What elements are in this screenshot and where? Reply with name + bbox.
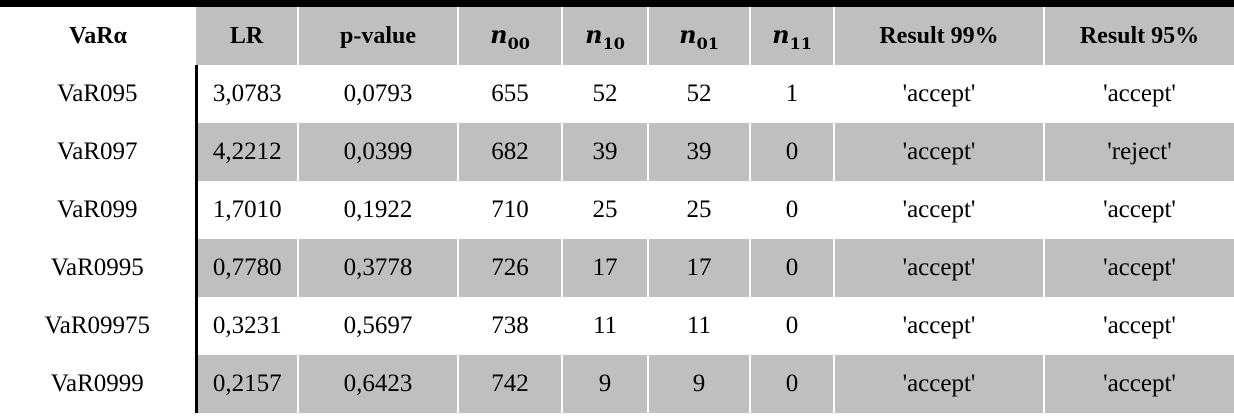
cell-n11: 0 xyxy=(750,355,834,413)
table-row xyxy=(0,123,1234,181)
cell-n01: 25 xyxy=(648,181,750,239)
cell-result-99: 'accept' xyxy=(834,181,1044,239)
cell-n00: 742 xyxy=(458,355,562,413)
header-pvalue: p-value xyxy=(298,7,458,65)
header-n10-base: n xyxy=(585,19,603,49)
cell-n01: 17 xyxy=(648,239,750,297)
cell-var: VaR095 xyxy=(0,65,196,123)
header-lr: LR xyxy=(196,7,298,65)
cell-n10: 39 xyxy=(562,123,648,181)
cell-result-99: 'accept' xyxy=(834,355,1044,413)
backtest-table xyxy=(0,7,1234,413)
table-row xyxy=(0,355,1234,413)
table-row xyxy=(0,239,1234,297)
cell-n00: 655 xyxy=(458,65,562,123)
cell-n01: 11 xyxy=(648,297,750,355)
header-n00-sub: 00 xyxy=(507,33,530,53)
cell-pvalue: 0,1922 xyxy=(298,181,458,239)
cell-result-99: 'accept' xyxy=(834,239,1044,297)
cell-result-95: 'reject' xyxy=(1044,123,1234,181)
cell-result-95: 'accept' xyxy=(1044,181,1234,239)
cell-n01: 39 xyxy=(648,123,750,181)
cell-result-95: 'accept' xyxy=(1044,65,1234,123)
header-n01-base: n xyxy=(679,19,697,49)
cell-n10: 11 xyxy=(562,297,648,355)
cell-n11: 1 xyxy=(750,65,834,123)
cell-n00: 738 xyxy=(458,297,562,355)
header-result-99: Result 99% xyxy=(834,7,1044,65)
cell-n00: 710 xyxy=(458,181,562,239)
table-top-rule xyxy=(0,0,1234,7)
cell-var: VaR0999 xyxy=(0,355,196,413)
cell-pvalue: 0,5697 xyxy=(298,297,458,355)
cell-pvalue: 0,3778 xyxy=(298,239,458,297)
table-row xyxy=(0,181,1234,239)
header-n01 xyxy=(648,7,750,65)
cell-n00: 682 xyxy=(458,123,562,181)
header-var: VaRα xyxy=(0,7,196,65)
cell-n11: 0 xyxy=(750,297,834,355)
cell-n10: 9 xyxy=(562,355,648,413)
cell-n00: 726 xyxy=(458,239,562,297)
header-n11-sub: 11 xyxy=(789,33,812,53)
cell-n01: 52 xyxy=(648,65,750,123)
cell-n11: 0 xyxy=(750,181,834,239)
header-n11-base: n xyxy=(772,19,790,49)
table-row xyxy=(0,297,1234,355)
cell-var: VaR09975 xyxy=(0,297,196,355)
cell-pvalue: 0,0793 xyxy=(298,65,458,123)
header-n10-sub: 10 xyxy=(602,33,625,53)
header-result-95: Result 95% xyxy=(1044,7,1234,65)
cell-lr: 0,7780 xyxy=(196,239,298,297)
header-n10 xyxy=(562,7,648,65)
cell-var: VaR097 xyxy=(0,123,196,181)
cell-lr: 3,0783 xyxy=(196,65,298,123)
header-n11 xyxy=(750,7,834,65)
header-n00-base: n xyxy=(490,19,508,49)
header-n00 xyxy=(458,7,562,65)
cell-lr: 0,2157 xyxy=(196,355,298,413)
cell-result-95: 'accept' xyxy=(1044,297,1234,355)
cell-result-99: 'accept' xyxy=(834,123,1044,181)
cell-pvalue: 0,6423 xyxy=(298,355,458,413)
cell-result-95: 'accept' xyxy=(1044,355,1234,413)
cell-n11: 0 xyxy=(750,239,834,297)
cell-n10: 25 xyxy=(562,181,648,239)
cell-pvalue: 0,0399 xyxy=(298,123,458,181)
table-row xyxy=(0,65,1234,123)
cell-result-99: 'accept' xyxy=(834,65,1044,123)
cell-n10: 52 xyxy=(562,65,648,123)
cell-lr: 4,2212 xyxy=(196,123,298,181)
cell-var: VaR0995 xyxy=(0,239,196,297)
cell-n11: 0 xyxy=(750,123,834,181)
cell-result-99: 'accept' xyxy=(834,297,1044,355)
cell-lr: 1,7010 xyxy=(196,181,298,239)
header-n01-sub: 01 xyxy=(696,33,719,53)
header-row xyxy=(0,7,1234,65)
cell-result-95: 'accept' xyxy=(1044,239,1234,297)
cell-var: VaR099 xyxy=(0,181,196,239)
cell-n01: 9 xyxy=(648,355,750,413)
cell-lr: 0,3231 xyxy=(196,297,298,355)
cell-n10: 17 xyxy=(562,239,648,297)
